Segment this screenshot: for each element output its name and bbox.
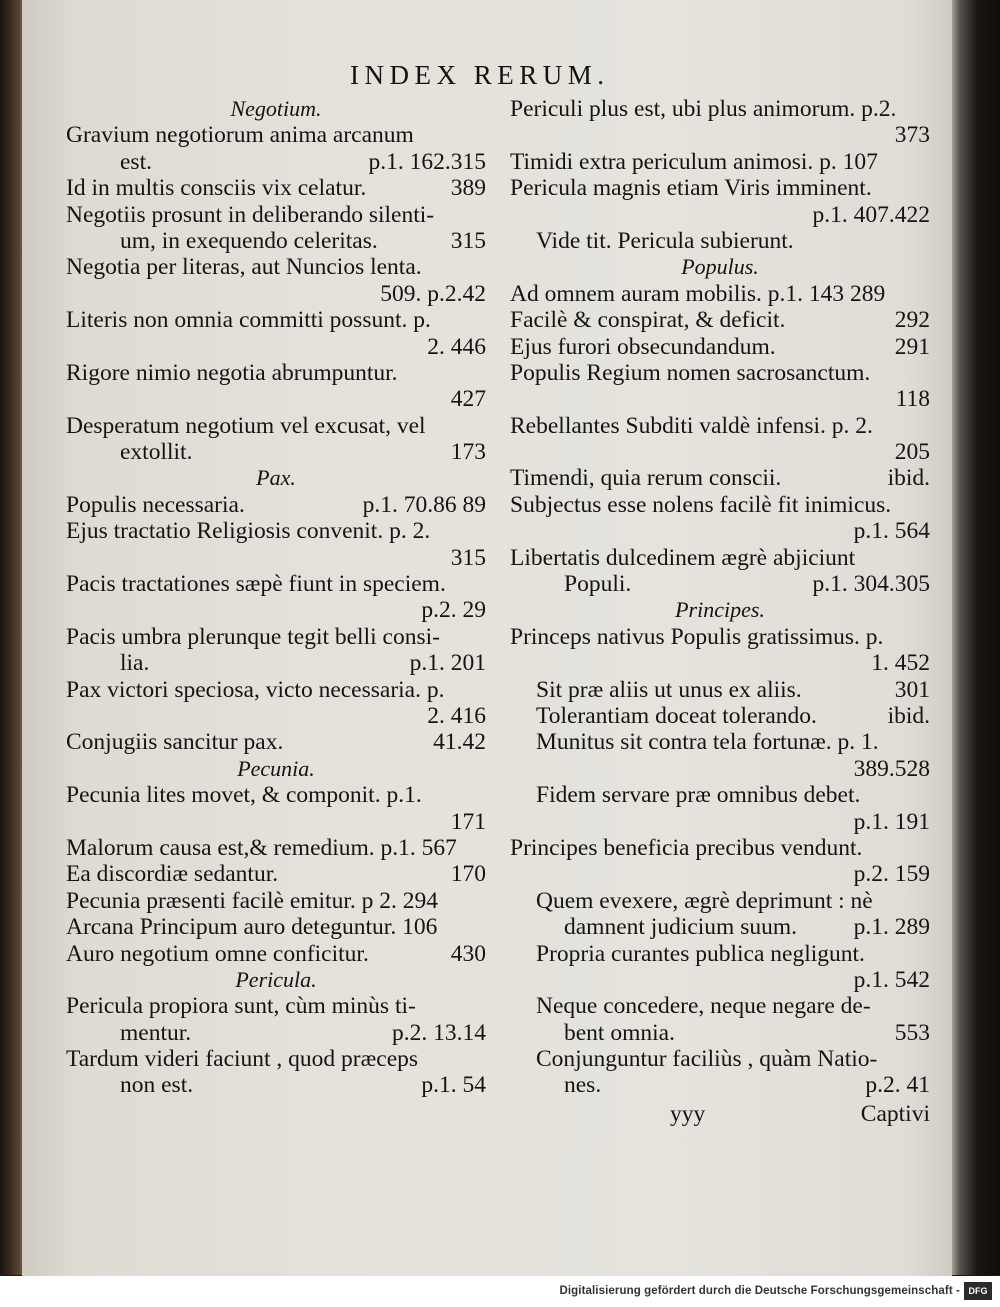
entry-text: Ea discordiæ sedantur.	[66, 861, 279, 888]
index-entry-line	[66, 149, 486, 175]
entry-text: Timendi, quia rerum conscii.	[510, 465, 782, 492]
entry-text: Conjugiis sancitur pax.	[66, 729, 284, 756]
index-entry-line	[510, 202, 930, 228]
entry-text: Populis necessaria.	[66, 491, 245, 518]
entry-page-ref: 2. 446	[427, 333, 486, 360]
index-entry-line	[66, 571, 486, 597]
entry-text: Negotia per literas, aut Nuncios lenta.	[66, 254, 422, 281]
index-entry-line	[510, 281, 930, 307]
index-entry-line	[510, 175, 930, 201]
entry-text: Quem evexere, ægrè deprimunt : nè	[536, 887, 873, 914]
entry-text: Sit præ aliis ut unus ex aliis.	[536, 676, 802, 703]
index-entry-line	[510, 756, 930, 782]
entry-text: Fidem servare præ omnibus debet.	[536, 782, 861, 809]
index-entry-line	[510, 307, 930, 333]
index-entry-line	[510, 413, 930, 439]
entry-page-ref: 292	[894, 307, 930, 334]
entry-page-ref: 173	[450, 439, 486, 466]
entry-page-ref: p.1. 201	[409, 650, 486, 677]
entry-page-ref: 205	[894, 439, 930, 466]
index-entry-line	[510, 360, 930, 386]
index-entry-line	[66, 597, 486, 623]
entry-text: mentur.	[120, 1019, 192, 1046]
index-entry-line	[510, 386, 930, 412]
entry-text: Populi.	[564, 571, 632, 598]
index-entry-line	[510, 914, 930, 940]
entry-text: Periculi plus est, ubi plus animorum. p.2.	[510, 96, 897, 122]
entry-text: Ejus tractatio Religiosis convenit. p. 2.	[66, 518, 431, 545]
index-entry-line	[66, 809, 486, 835]
heading-text: Populus.	[681, 254, 759, 280]
heading-text: Pax.	[256, 465, 296, 491]
entry-page-ref: p.1. 191	[853, 808, 930, 835]
entry-page-ref: ibid.	[887, 702, 930, 729]
entry-page-ref: 2. 416	[427, 702, 486, 729]
index-entry-line	[510, 545, 930, 571]
index-entry-line	[66, 677, 486, 703]
entry-text: Ad omnem auram mobilis. p.1. 143 289	[510, 280, 886, 307]
entry-page-ref: p.1. 162.315	[368, 148, 486, 175]
index-entry-line	[66, 914, 486, 940]
entry-page-ref: p.1. 407.422	[812, 201, 930, 228]
index-entry-line	[510, 228, 930, 254]
entry-text: Populis Regium nomen sacrosanctum.	[510, 359, 871, 386]
entry-text: Desperatum negotium vel excusat, vel	[66, 412, 426, 439]
entry-page-ref: p.1. 542	[853, 966, 930, 993]
entry-page-ref: p.1. 54	[421, 1072, 486, 1099]
index-heading	[66, 756, 486, 782]
entry-page-ref: p.2. 41	[865, 1072, 930, 1099]
entry-text: bent omnia.	[564, 1019, 675, 1046]
entry-page-ref: p.1. 289	[853, 914, 930, 941]
index-column-right	[510, 96, 930, 1127]
entry-page-ref: 509. p.2.42	[380, 280, 486, 307]
index-entry-line	[66, 307, 486, 333]
index-entry-line	[510, 809, 930, 835]
entry-text: Principes beneficia precibus vendunt.	[510, 834, 863, 861]
entry-text: Propria curantes publica negligunt.	[536, 940, 865, 967]
entry-text: Negotiis prosunt in deliberando silenti-	[66, 201, 435, 228]
entry-text: Conjunguntur faciliùs , quàm Natio-	[536, 1046, 878, 1073]
entry-page-ref: 430	[450, 940, 486, 967]
entry-text: extollit.	[120, 439, 193, 466]
entry-page-ref: 315	[450, 227, 486, 254]
entry-page-ref: 373	[894, 122, 930, 149]
index-heading	[66, 96, 486, 122]
heading-text: Pericula.	[235, 966, 317, 992]
entry-text: Ejus furori obsecundandum.	[510, 333, 776, 360]
index-entry-line	[510, 1020, 930, 1046]
entry-text: Arcana Principum auro deteguntur. 106	[66, 914, 438, 941]
index-entry-line	[66, 439, 486, 465]
entry-page-ref: 1. 452	[871, 650, 930, 677]
entry-text: Pericula propiora sunt, cùm minùs ti-	[66, 993, 416, 1020]
index-entry-line	[510, 571, 930, 597]
index-entry-line	[66, 729, 486, 755]
index-entry-line	[510, 439, 930, 465]
index-entry-line	[66, 492, 486, 518]
entry-text: Id in multis consciis vix celatur.	[66, 175, 367, 202]
entry-text: Auro negotium omne conficitur.	[66, 940, 369, 967]
index-entry-line	[510, 334, 930, 360]
entry-text: nes.	[564, 1072, 602, 1099]
index-heading	[510, 254, 930, 280]
entry-text: Rebellantes Subditi valdè infensi. p. 2.	[510, 412, 873, 439]
entry-page-ref: 41.42	[433, 729, 486, 756]
index-entry-line	[66, 413, 486, 439]
index-entry-line	[510, 149, 930, 175]
entry-text: lia.	[120, 650, 150, 677]
index-column-left	[66, 96, 486, 1099]
index-entry-line	[510, 941, 930, 967]
dfg-logo: DFG	[964, 1282, 992, 1300]
entry-text: Tolerantiam doceat tolerando.	[536, 702, 817, 729]
entry-page-ref: 315	[450, 544, 486, 571]
entry-text: damnent judicium suum.	[564, 914, 798, 941]
entry-page-ref: 553	[894, 1019, 930, 1046]
entry-page-ref: p.1. 564	[853, 518, 930, 545]
index-entry-line	[66, 835, 486, 861]
index-entry-line	[510, 96, 930, 122]
entry-page-ref: p.2. 159	[853, 861, 930, 888]
index-heading	[510, 597, 930, 623]
entry-page-ref: 427	[450, 386, 486, 413]
entry-text: Facilè & conspirat, & deficit.	[510, 307, 786, 334]
entry-text: Pacis umbra plerunque tegit belli consi-	[66, 623, 440, 650]
index-entry-line	[66, 703, 486, 729]
entry-text: Pax victori speciosa, victo necessaria. p.	[66, 676, 445, 703]
entry-text: Subjectus esse nolens facilè fit inimicus.	[510, 491, 892, 518]
entry-page-ref: 291	[894, 333, 930, 360]
index-entry-line	[66, 175, 486, 201]
index-entry-line	[510, 967, 930, 993]
index-entry-line	[66, 941, 486, 967]
entry-text: non est.	[120, 1072, 194, 1099]
book-page	[22, 0, 952, 1276]
entry-text: Rigore nimio negotia abrumpuntur.	[66, 359, 398, 386]
index-entry-line	[510, 861, 930, 887]
entry-page-ref: 118	[895, 386, 930, 413]
index-entry-line	[510, 1072, 930, 1098]
index-entry-line	[66, 122, 486, 148]
index-entry-line	[66, 334, 486, 360]
index-entry-line	[66, 1046, 486, 1072]
index-entry-line	[66, 861, 486, 887]
index-entry-line	[510, 835, 930, 861]
index-entry-line	[66, 650, 486, 676]
index-entry-line	[510, 122, 930, 148]
index-heading	[66, 967, 486, 993]
catchword: Captivi	[860, 1100, 930, 1127]
entry-text: Timidi extra periculum animosi. p. 107	[510, 148, 878, 175]
entry-text: um, in exequendo celeritas.	[120, 227, 378, 254]
entry-text: Pecunia lites movet, & componit. p.1.	[66, 782, 422, 809]
heading-text: Negotium.	[230, 96, 322, 121]
book-spine-right	[950, 0, 1000, 1275]
index-entry-line	[510, 729, 930, 755]
entry-text: Pecunia præsenti facilè emitur. p 2. 294	[66, 887, 438, 914]
entry-page-ref: p.1. 304.305	[812, 571, 930, 598]
entry-text: Munitus sit contra tela fortunæ. p. 1.	[536, 729, 879, 756]
index-entry-line	[510, 993, 930, 1019]
index-entry-line	[66, 518, 486, 544]
entry-page-ref: p.1. 70.86 89	[362, 491, 486, 518]
index-entry-line	[510, 703, 930, 729]
entry-page-ref: 171	[450, 808, 486, 835]
index-entry-line	[66, 624, 486, 650]
page-header: INDEX RERUM.	[350, 60, 610, 90]
index-entry-line	[66, 993, 486, 1019]
index-entry-line	[510, 888, 930, 914]
entry-text: est.	[120, 148, 152, 175]
footer-credit: Digitalisierung gefördert durch die Deutsche Forschungsgemeinschaft -	[559, 1285, 960, 1297]
index-entry-line	[510, 465, 930, 491]
index-entry-line	[66, 1072, 486, 1098]
index-entry-line	[66, 386, 486, 412]
entry-page-ref: p.2. 13.14	[392, 1019, 486, 1046]
digitization-footer	[0, 1276, 1000, 1307]
index-entry-line	[66, 228, 486, 254]
page-bottom-line	[510, 1101, 930, 1127]
entry-page-ref: 301	[894, 676, 930, 703]
entry-page-ref: 389	[450, 175, 486, 202]
index-entry-line	[510, 782, 930, 808]
index-entry-line	[510, 1046, 930, 1072]
entry-page-ref: ibid.	[887, 465, 930, 492]
entry-text: Pacis tractationes sæpè fiunt in speciem.	[66, 571, 446, 598]
entry-page-ref: 389.528	[853, 755, 930, 782]
entry-text: Vide tit. Pericula subierunt.	[536, 227, 794, 254]
index-entry-line	[66, 360, 486, 386]
entry-text: Princeps nativus Populis gratissimus. p.	[510, 623, 884, 650]
entry-text: Neque concedere, neque negare de-	[536, 993, 871, 1020]
heading-text: Pecunia.	[237, 755, 315, 781]
index-entry-line	[66, 254, 486, 280]
entry-text: Libertatis dulcedinem ægrè abjiciunt	[510, 544, 856, 571]
heading-text: Principes.	[675, 597, 765, 623]
entry-text: Tardum videri faciunt , quod præceps	[66, 1046, 419, 1073]
index-entry-line	[510, 518, 930, 544]
index-entry-line	[66, 281, 486, 307]
index-heading	[66, 465, 486, 491]
index-entry-line	[510, 492, 930, 518]
entry-text: Literis non omnia committi possunt. p.	[66, 307, 431, 334]
index-entry-line	[66, 202, 486, 228]
entry-page-ref: 170	[450, 861, 486, 888]
index-entry-line	[510, 677, 930, 703]
entry-page-ref: p.2. 29	[421, 597, 486, 624]
index-entry-line	[510, 624, 930, 650]
index-entry-line	[66, 1020, 486, 1046]
entry-text: Malorum causa est,& remedium. p.1. 567	[66, 834, 457, 861]
signature-mark: yyy	[670, 1100, 706, 1127]
index-entry-line	[66, 545, 486, 571]
index-entry-line	[66, 782, 486, 808]
entry-text: Pericula magnis etiam Viris imminent.	[510, 175, 872, 202]
entry-text: Gravium negotiorum anima arcanum	[66, 122, 414, 149]
index-entry-line	[66, 888, 486, 914]
index-entry-line	[510, 650, 930, 676]
